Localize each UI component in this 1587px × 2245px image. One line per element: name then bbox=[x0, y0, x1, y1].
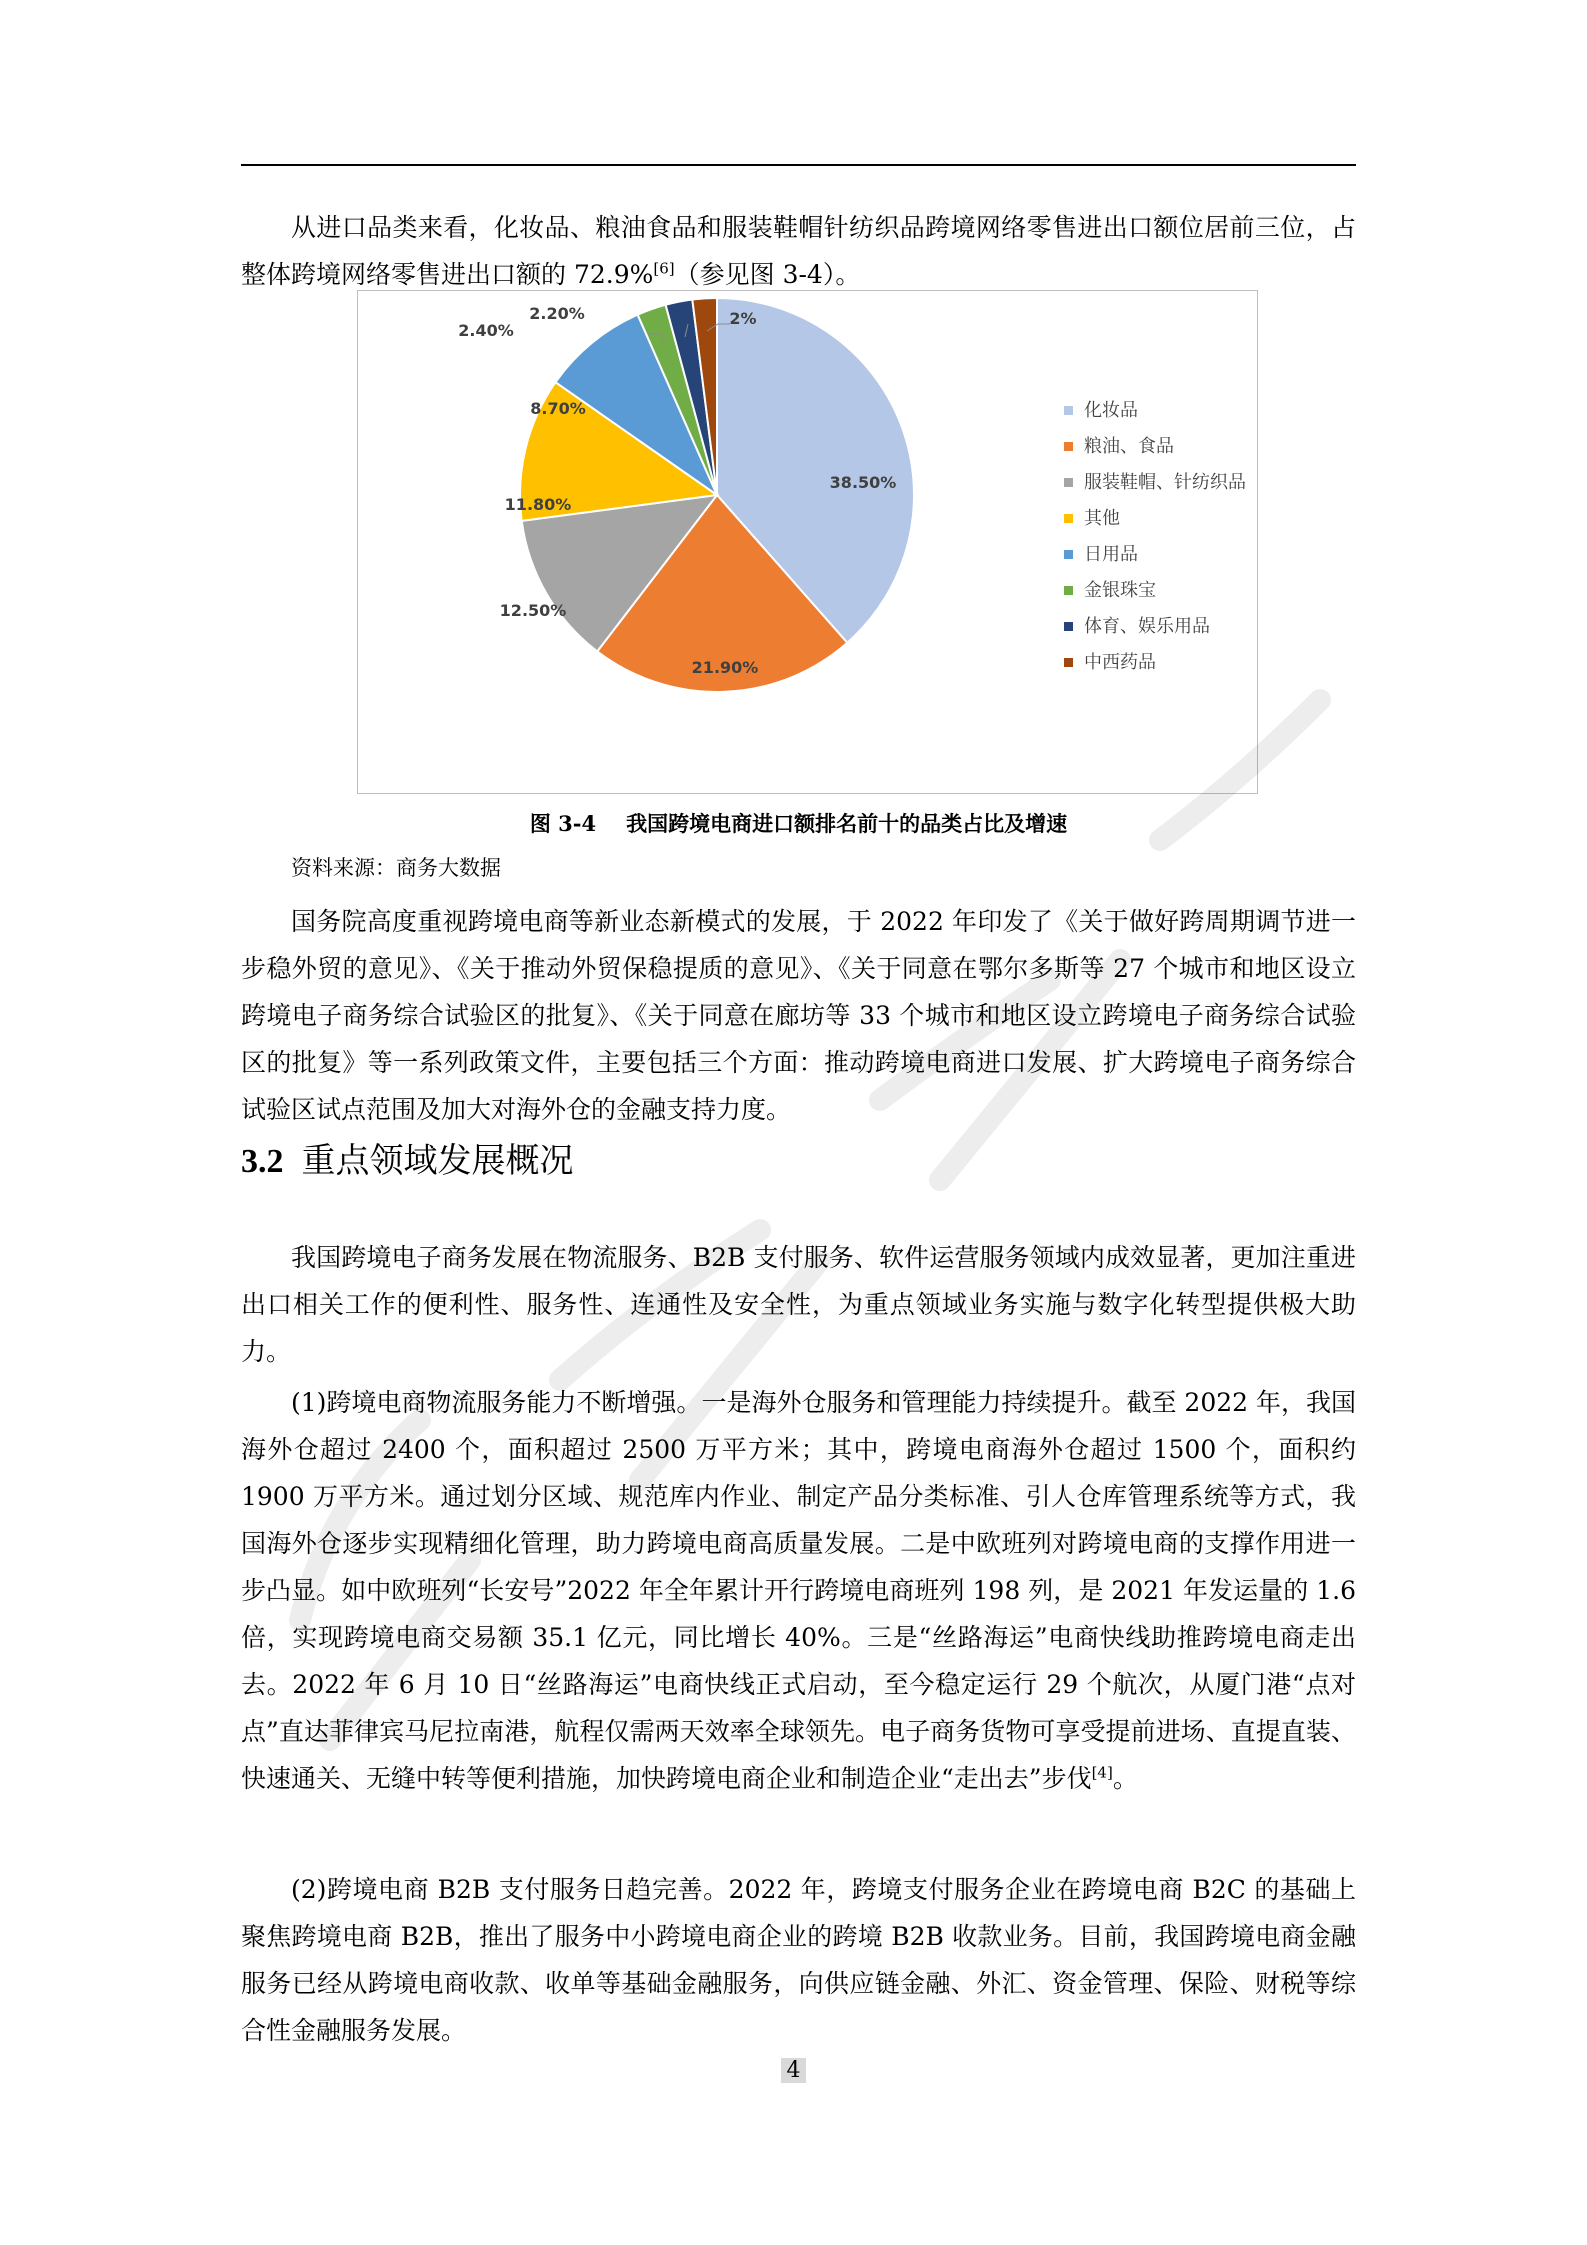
slice-value-label: 2.40% bbox=[458, 321, 514, 340]
legend-label: 粮油、食品 bbox=[1084, 436, 1174, 457]
section-heading bbox=[241, 1133, 574, 1190]
slice-value-label: 2% bbox=[729, 309, 757, 328]
legend-label: 中西药品 bbox=[1084, 652, 1156, 673]
page-number: 4 bbox=[781, 2058, 806, 2083]
slice-value-label: 8.70% bbox=[530, 399, 586, 418]
paragraph-text: (1)跨境电商物流服务能力不断增强。一是海外仓服务和管理能力持续提升。截至 2022 年，我国海外仓超过 2400 个，面积超过 2500 万平方米；其中，跨境电商海外仓超过 1500 个，面积约 1900 万平方米。通过划分区域、规范库内作业、制定产品分类标准、引人仓库管理系统等方式，我国海外仓逐步实现精细化管理，助力跨境电商高质量发展。二是中欧班列对跨境电商的支撑作用进一步凸显。如中欧班列“长安号”2022 年全年累计开行跨境电商班列 198 列，是 2021 年发运量的 1.6 倍，实现跨境电商交易额 35.1 亿元，同比增长 40%。三是“丝路海运”电商快线助推跨境电商走出去。2022 年 6 月 10 日“丝路海运”电商快线正式启动，至今稳定运行 29 个航次，从厦门港“点对点”直达菲律宾马尼拉南港，航程仅需两天效率全球领先。电子商务货物可享受提前进场、直提直装、快速通关、无缝中转等便利措施，加快跨境电商企业和制造企业“走出去”步伐 bbox=[241, 1388, 1356, 1793]
legend-swatch bbox=[1064, 586, 1073, 595]
legend-swatch bbox=[1064, 622, 1073, 631]
legend-swatch bbox=[1064, 406, 1073, 415]
legend-swatch bbox=[1064, 658, 1073, 667]
section-number: 3.2 bbox=[241, 1143, 284, 1180]
slice-value-label: 11.80% bbox=[504, 495, 572, 514]
figure-caption bbox=[241, 808, 1356, 838]
header-rule bbox=[241, 164, 1356, 166]
slice-value-label: 2.20% bbox=[529, 304, 585, 323]
legend-label: 其他 bbox=[1084, 508, 1120, 529]
figure-source: 资料来源：商务大数据 bbox=[291, 856, 501, 880]
legend-label: 化妆品 bbox=[1084, 400, 1138, 421]
section-title: 重点领域发展概况 bbox=[301, 1141, 574, 1181]
figure-number: 图 3-4 bbox=[529, 811, 597, 836]
pie-chart-figure bbox=[357, 290, 1258, 794]
pie-chart bbox=[358, 291, 1257, 793]
paragraph-key-areas: 我国跨境电子商务发展在物流服务、B2B 支付服务、软件运营服务领域内成效显著，更加注重进出口相关工作的便利性、服务性、连通性及安全性，为重点领域业务实施与数字化转型提供极大助力。 bbox=[241, 1243, 1356, 1366]
paragraph-text: 从进口品类来看，化妆品、粮油食品和服装鞋帽针纺织品跨境网络零售进出口额位居前三位，占整体跨境网络零售进出口额的 72.9% bbox=[241, 213, 1356, 289]
legend-label: 日用品 bbox=[1084, 544, 1138, 565]
slice-value-label: 38.50% bbox=[829, 473, 897, 492]
legend-swatch bbox=[1064, 550, 1073, 559]
legend-label: 金银珠宝 bbox=[1084, 580, 1156, 601]
paragraph-logistics bbox=[241, 1379, 1356, 1802]
slice-value-label: 12.50% bbox=[499, 601, 567, 620]
paragraph-import-categories bbox=[241, 204, 1356, 298]
legend-label: 服装鞋帽、针纺织品 bbox=[1084, 472, 1246, 493]
citation-ref: [6] bbox=[653, 259, 675, 278]
legend-swatch bbox=[1064, 478, 1073, 487]
paragraph-text-tail: （参见图 3-4）。 bbox=[674, 260, 861, 289]
paragraph-policy: 国务院高度重视跨境电商等新业态新模式的发展，于 2022 年印发了《关于做好跨周期调节进一步稳外贸的意见》、《关于推动外贸保稳提质的意见》、《关于同意在鄂尔多斯等 27 个城市和地区设立跨境电子商务综合试验区的批复》、《关于同意在廊坊等 33 个城市和地区设立跨境电子商务综合试验区的批复》等一系列政策文件，主要包括三个方面：推动跨境电商进口发展、扩大跨境电子商务综合试验区试点范围及加大对海外仓的金融支持力度。 bbox=[241, 907, 1356, 1124]
legend-swatch bbox=[1064, 442, 1073, 451]
legend-label: 体育、娱乐用品 bbox=[1084, 616, 1210, 637]
paragraph-text-tail: 。 bbox=[1112, 1764, 1138, 1793]
citation-ref: [4] bbox=[1091, 1763, 1113, 1782]
figure-title: 我国跨境电商进口额排名前十的品类占比及增速 bbox=[626, 811, 1068, 836]
legend-swatch bbox=[1064, 514, 1073, 523]
paragraph-b2b-payment: (2)跨境电商 B2B 支付服务日趋完善。2022 年，跨境支付服务企业在跨境电商 B2C 的基础上聚焦跨境电商 B2B，推出了服务中小跨境电商企业的跨境 B2B 收款业务。目前，我国跨境电商金融服务已经从跨境电商收款、收单等基础金融服务，向供应链金融、外汇、资金管理、保险、财税等综合性金融服务发展。 bbox=[241, 1875, 1356, 2045]
slice-value-label: 21.90% bbox=[691, 658, 759, 677]
